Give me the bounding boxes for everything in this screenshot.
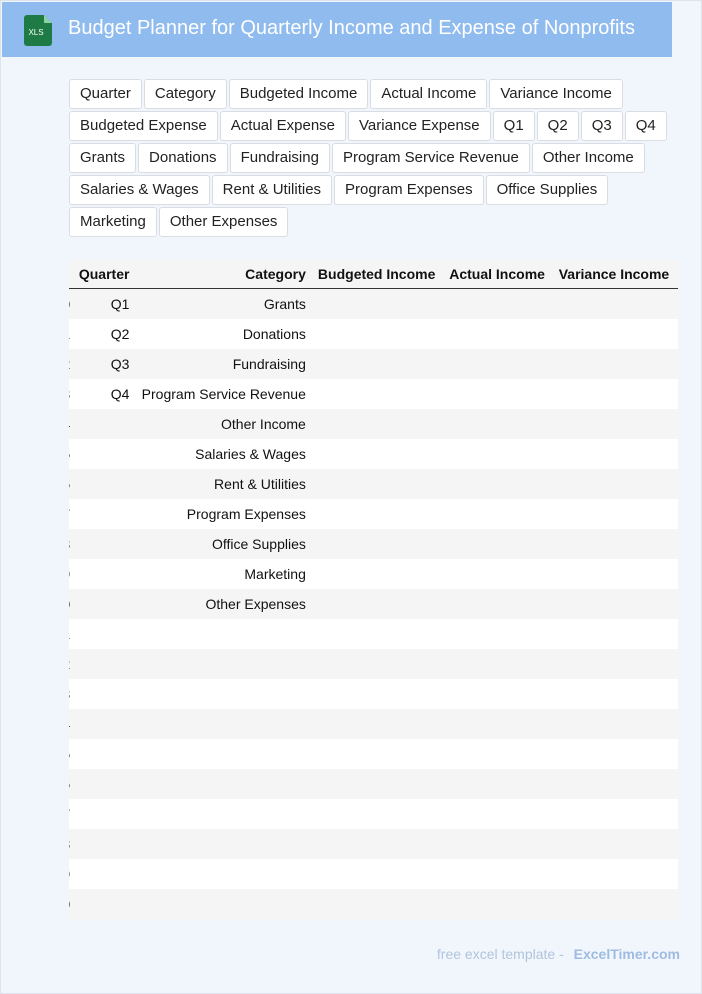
table-header-row bbox=[69, 260, 678, 289]
category-cell[interactable] bbox=[135, 679, 311, 709]
row-index-label bbox=[69, 566, 70, 582]
category-cell[interactable] bbox=[135, 709, 311, 739]
quarter-cell[interactable] bbox=[70, 889, 135, 919]
category-cell[interactable]: Grants bbox=[135, 289, 311, 320]
budgeted-income-cell[interactable] bbox=[312, 799, 442, 829]
category-cell[interactable] bbox=[135, 769, 311, 799]
table-row bbox=[69, 589, 678, 619]
table-row bbox=[69, 559, 678, 589]
column-tag[interactable]: Q3 bbox=[581, 111, 623, 141]
table-row bbox=[69, 799, 678, 829]
column-tag[interactable]: Other Income bbox=[532, 143, 645, 173]
quarter-cell[interactable] bbox=[70, 529, 135, 559]
table-row bbox=[69, 379, 678, 409]
column-tag[interactable]: Donations bbox=[138, 143, 228, 173]
actual-income-cell[interactable] bbox=[441, 619, 552, 649]
page-title: Budget Planner for Quarterly Income and Expense of Nonprofits bbox=[68, 17, 635, 39]
row-index-label bbox=[69, 806, 70, 822]
table-row bbox=[69, 859, 678, 889]
category-cell[interactable]: Other Expenses bbox=[135, 589, 311, 619]
variance-income-cell[interactable] bbox=[553, 829, 678, 859]
quarter-cell[interactable] bbox=[70, 439, 135, 469]
column-tag[interactable]: Marketing bbox=[69, 207, 157, 237]
variance-income-cell[interactable] bbox=[553, 709, 678, 739]
budgeted-income-cell[interactable] bbox=[312, 619, 442, 649]
row-index-label bbox=[69, 596, 70, 612]
column-tag[interactable]: Program Expenses bbox=[334, 175, 484, 205]
variance-income-cell[interactable] bbox=[553, 619, 678, 649]
column-tag[interactable]: Q1 bbox=[493, 111, 535, 141]
variance-income-cell[interactable] bbox=[553, 529, 678, 559]
column-tag[interactable]: Q4 bbox=[625, 111, 667, 141]
category-cell[interactable] bbox=[135, 739, 311, 769]
table-row bbox=[69, 829, 678, 859]
row-index-label bbox=[69, 536, 70, 552]
actual-income-cell[interactable] bbox=[441, 469, 552, 499]
row-index-label bbox=[69, 356, 70, 372]
row-index-label bbox=[69, 296, 70, 312]
actual-income-cell[interactable] bbox=[441, 529, 552, 559]
column-tag[interactable]: Other Expenses bbox=[159, 207, 289, 237]
data-table bbox=[69, 260, 678, 919]
table-body bbox=[69, 289, 678, 920]
row-index-label bbox=[69, 746, 70, 762]
variance-income-cell[interactable] bbox=[553, 379, 678, 409]
table-row bbox=[69, 439, 678, 469]
table-row bbox=[69, 619, 678, 649]
row-index-label bbox=[69, 866, 70, 882]
table-row bbox=[69, 709, 678, 739]
actual-income-cell[interactable] bbox=[441, 769, 552, 799]
variance-income-cell[interactable] bbox=[553, 889, 678, 919]
table-row bbox=[69, 469, 678, 499]
quarter-cell[interactable] bbox=[70, 619, 135, 649]
variance-income-cell[interactable] bbox=[553, 679, 678, 709]
column-header-variance-income[interactable]: Variance Income bbox=[553, 260, 678, 289]
variance-income-cell[interactable] bbox=[553, 319, 678, 349]
actual-income-cell[interactable] bbox=[441, 799, 552, 829]
file-icon-label: XLS bbox=[28, 28, 44, 37]
category-cell[interactable]: Marketing bbox=[135, 559, 311, 589]
xls-file-icon bbox=[24, 15, 52, 46]
data-table-viewport[interactable] bbox=[69, 260, 678, 920]
footer-brand-link[interactable]: ExcelTimer.com bbox=[573, 946, 680, 962]
quarter-cell[interactable] bbox=[70, 829, 135, 859]
budgeted-income-cell[interactable] bbox=[312, 319, 442, 349]
table-row bbox=[69, 679, 678, 709]
budgeted-income-cell[interactable] bbox=[312, 589, 442, 619]
category-cell[interactable]: Salaries & Wages bbox=[135, 439, 311, 469]
budgeted-income-cell[interactable] bbox=[312, 649, 442, 679]
column-header-actual-income[interactable]: Actual Income bbox=[441, 260, 552, 289]
row-index-label bbox=[69, 776, 70, 792]
row-index-label bbox=[69, 686, 70, 702]
column-tag[interactable]: Category bbox=[144, 79, 227, 109]
actual-income-cell[interactable] bbox=[441, 649, 552, 679]
quarter-cell[interactable]: Q3 bbox=[70, 349, 135, 379]
row-index-label bbox=[69, 446, 70, 462]
quarter-cell[interactable] bbox=[70, 409, 135, 439]
column-tag[interactable]: Quarter bbox=[69, 79, 142, 109]
budgeted-income-cell[interactable] bbox=[312, 679, 442, 709]
category-cell[interactable] bbox=[135, 829, 311, 859]
actual-income-cell[interactable] bbox=[441, 319, 552, 349]
category-cell[interactable]: Other Income bbox=[135, 409, 311, 439]
budgeted-income-cell[interactable] bbox=[312, 889, 442, 919]
actual-income-cell[interactable] bbox=[441, 349, 552, 379]
budgeted-income-cell[interactable] bbox=[312, 499, 442, 529]
row-index-label bbox=[69, 326, 70, 342]
actual-income-cell[interactable] bbox=[441, 589, 552, 619]
quarter-cell[interactable] bbox=[70, 679, 135, 709]
budgeted-income-cell[interactable] bbox=[312, 709, 442, 739]
actual-income-cell[interactable] bbox=[441, 379, 552, 409]
variance-income-cell[interactable] bbox=[553, 559, 678, 589]
column-tag[interactable]: Rent & Utilities bbox=[212, 175, 332, 205]
column-tag[interactable]: Salaries & Wages bbox=[69, 175, 210, 205]
budgeted-income-cell[interactable] bbox=[312, 379, 442, 409]
variance-income-cell[interactable] bbox=[553, 799, 678, 829]
column-header-budgeted-income[interactable]: Budgeted Income bbox=[312, 260, 442, 289]
category-cell[interactable]: Donations bbox=[135, 319, 311, 349]
row-index-label bbox=[69, 386, 70, 402]
variance-income-cell[interactable] bbox=[553, 349, 678, 379]
row-index-label bbox=[69, 896, 70, 912]
quarter-cell[interactable] bbox=[70, 649, 135, 679]
footer-text: free excel template - bbox=[436, 946, 564, 962]
table-row bbox=[69, 319, 678, 349]
actual-income-cell[interactable] bbox=[441, 679, 552, 709]
budgeted-income-cell[interactable] bbox=[312, 409, 442, 439]
budgeted-income-cell[interactable] bbox=[312, 439, 442, 469]
row-index-label bbox=[69, 626, 70, 642]
budgeted-income-cell[interactable] bbox=[312, 349, 442, 379]
actual-income-cell[interactable] bbox=[441, 289, 552, 320]
actual-income-cell[interactable] bbox=[441, 739, 552, 769]
table-row bbox=[69, 769, 678, 799]
variance-income-cell[interactable] bbox=[553, 649, 678, 679]
footer bbox=[437, 946, 680, 962]
quarter-cell[interactable] bbox=[70, 769, 135, 799]
actual-income-cell[interactable] bbox=[441, 709, 552, 739]
table-row bbox=[69, 499, 678, 529]
row-index-label bbox=[69, 476, 70, 492]
category-cell[interactable] bbox=[135, 859, 311, 889]
variance-income-cell[interactable] bbox=[553, 739, 678, 769]
variance-income-cell[interactable] bbox=[553, 499, 678, 529]
table-row bbox=[69, 739, 678, 769]
category-cell[interactable]: Fundraising bbox=[135, 349, 311, 379]
quarter-cell[interactable] bbox=[70, 859, 135, 889]
column-tag[interactable]: Actual Income bbox=[370, 79, 487, 109]
actual-income-cell[interactable] bbox=[441, 859, 552, 889]
category-cell[interactable] bbox=[135, 649, 311, 679]
column-tag[interactable]: Budgeted Expense bbox=[69, 111, 218, 141]
column-tag[interactable]: Variance Expense bbox=[348, 111, 491, 141]
quarter-cell[interactable] bbox=[70, 799, 135, 829]
column-tag[interactable]: Q2 bbox=[537, 111, 579, 141]
variance-income-cell[interactable] bbox=[553, 289, 678, 320]
quarter-cell[interactable] bbox=[70, 559, 135, 589]
category-cell[interactable]: Program Service Revenue bbox=[135, 379, 311, 409]
row-index-label bbox=[69, 416, 70, 432]
variance-income-cell[interactable] bbox=[553, 859, 678, 889]
budgeted-income-cell[interactable] bbox=[312, 829, 442, 859]
actual-income-cell[interactable] bbox=[441, 559, 552, 589]
row-index-label bbox=[69, 656, 70, 672]
category-cell[interactable]: Office Supplies bbox=[135, 529, 311, 559]
variance-income-cell[interactable] bbox=[553, 589, 678, 619]
actual-income-cell[interactable] bbox=[441, 829, 552, 859]
variance-income-cell[interactable] bbox=[553, 469, 678, 499]
budgeted-income-cell[interactable] bbox=[312, 859, 442, 889]
budgeted-income-cell[interactable] bbox=[312, 529, 442, 559]
quarter-cell[interactable] bbox=[70, 739, 135, 769]
budgeted-income-cell[interactable] bbox=[312, 289, 442, 320]
budgeted-income-cell[interactable] bbox=[312, 469, 442, 499]
row-index-label bbox=[69, 716, 70, 732]
variance-income-cell[interactable] bbox=[553, 769, 678, 799]
actual-income-cell[interactable] bbox=[441, 409, 552, 439]
column-tag[interactable]: Office Supplies bbox=[486, 175, 609, 205]
column-tag[interactable]: Actual Expense bbox=[220, 111, 346, 141]
column-tag[interactable]: Budgeted Income bbox=[229, 79, 369, 109]
actual-income-cell[interactable] bbox=[441, 889, 552, 919]
actual-income-cell[interactable] bbox=[441, 439, 552, 469]
budgeted-income-cell[interactable] bbox=[312, 769, 442, 799]
row-index-label bbox=[69, 506, 70, 522]
quarter-cell[interactable] bbox=[70, 499, 135, 529]
quarter-cell[interactable] bbox=[70, 469, 135, 499]
column-tag[interactable]: Fundraising bbox=[230, 143, 330, 173]
table-row bbox=[69, 349, 678, 379]
actual-income-cell[interactable] bbox=[441, 499, 552, 529]
category-cell[interactable] bbox=[135, 619, 311, 649]
category-cell[interactable] bbox=[135, 889, 311, 919]
table-row bbox=[69, 529, 678, 559]
column-tag-list bbox=[69, 79, 695, 237]
budgeted-income-cell[interactable] bbox=[312, 559, 442, 589]
category-cell[interactable] bbox=[135, 799, 311, 829]
column-tag[interactable]: Variance Income bbox=[489, 79, 622, 109]
column-tag[interactable]: Grants bbox=[69, 143, 136, 173]
column-header-quarter[interactable]: Quarter bbox=[70, 260, 135, 289]
row-index-label bbox=[69, 836, 70, 852]
table-row bbox=[69, 649, 678, 679]
quarter-cell[interactable]: Q2 bbox=[70, 319, 135, 349]
column-header-category[interactable]: Category bbox=[135, 260, 311, 289]
quarter-cell[interactable] bbox=[70, 589, 135, 619]
quarter-cell[interactable]: Q4 bbox=[70, 379, 135, 409]
category-cell[interactable]: Program Expenses bbox=[135, 499, 311, 529]
variance-income-cell[interactable] bbox=[553, 439, 678, 469]
header-banner bbox=[2, 2, 672, 57]
table-row bbox=[69, 889, 678, 919]
budgeted-income-cell[interactable] bbox=[312, 739, 442, 769]
variance-income-cell[interactable] bbox=[553, 409, 678, 439]
table-row bbox=[69, 409, 678, 439]
category-cell[interactable]: Rent & Utilities bbox=[135, 469, 311, 499]
table-row bbox=[69, 289, 678, 320]
quarter-cell[interactable] bbox=[70, 709, 135, 739]
column-tag[interactable]: Program Service Revenue bbox=[332, 143, 530, 173]
quarter-cell[interactable]: Q1 bbox=[70, 289, 135, 320]
